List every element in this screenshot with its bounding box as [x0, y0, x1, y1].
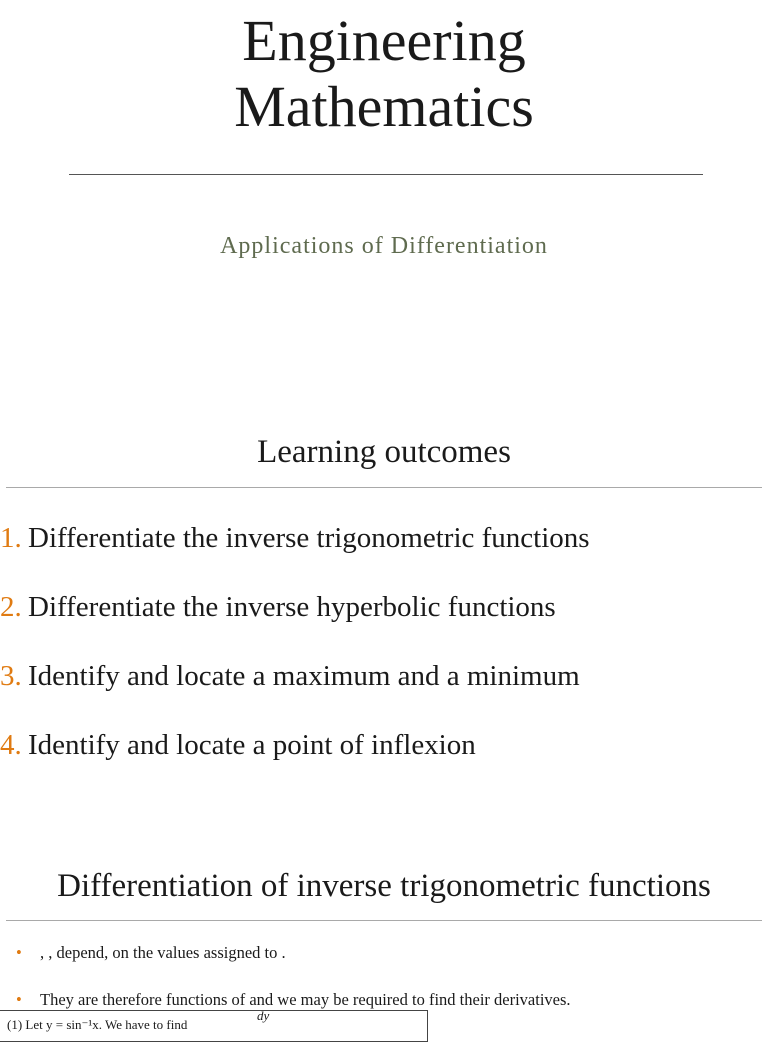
title-line-1: Engineering	[242, 8, 526, 73]
example-text: (1) Let y = sin⁻¹x. We have to find	[7, 1017, 188, 1032]
bullet-item	[16, 942, 286, 964]
outcomes-divider	[6, 487, 762, 488]
outcome-item	[0, 518, 590, 558]
outcome-number: 1.	[0, 522, 22, 554]
bullet-text: , , depend, on the values assigned to .	[40, 943, 286, 962]
title-divider	[69, 174, 703, 175]
title-slide	[0, 0, 768, 400]
example-box	[0, 1010, 428, 1042]
derivative-numerator: dy	[257, 1010, 270, 1023]
outcome-text: Identify and locate a maximum and a minimum	[28, 660, 580, 692]
bullet-marker: •	[16, 943, 22, 962]
title-line-2: Mathematics	[234, 74, 534, 139]
outcome-item	[0, 656, 580, 696]
inverse-trig-heading: Differentiation of inverse trigonometric functions	[57, 868, 711, 904]
outcome-text: Identify and locate a point of inflexion	[28, 729, 476, 761]
inverse-trig-divider	[6, 920, 762, 921]
learning-outcomes-slide	[0, 430, 768, 800]
outcome-number: 3.	[0, 660, 22, 692]
subtitle: Applications of Differentiation	[220, 233, 548, 259]
outcome-number: 2.	[0, 591, 22, 623]
bullet-text: They are therefore functions of and we may be required to find their derivatives.	[40, 990, 571, 1009]
outcome-text: Differentiate the inverse trigonometric functions	[28, 522, 590, 554]
inverse-trig-slide	[0, 860, 768, 1032]
outcomes-heading: Learning outcomes	[257, 434, 511, 470]
outcome-item	[0, 587, 556, 627]
outcome-item	[0, 725, 476, 765]
outcome-text: Differentiate the inverse hyperbolic functions	[28, 591, 556, 623]
main-title	[0, 8, 768, 140]
bullet-marker: •	[16, 990, 22, 1009]
bullet-item	[16, 989, 571, 1011]
outcome-number: 4.	[0, 729, 22, 761]
